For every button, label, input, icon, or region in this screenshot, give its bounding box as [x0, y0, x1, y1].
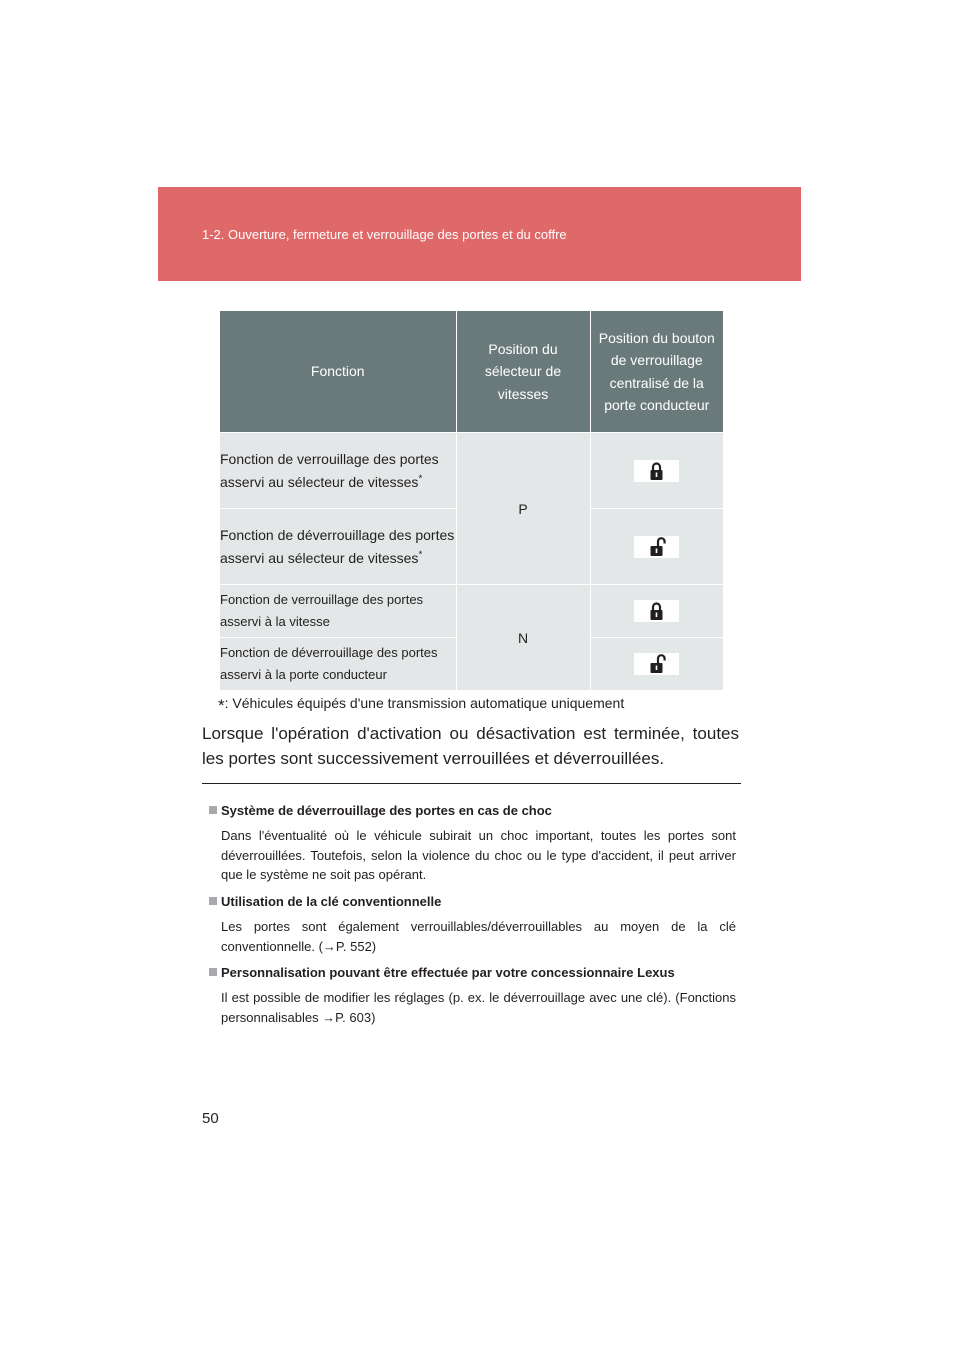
gear-position-cell: P [456, 433, 590, 585]
function-cell: Fonction de verrouillage des portes asservi à la vitesse [220, 585, 456, 638]
lock-closed-icon [634, 460, 679, 482]
page-number: 50 [202, 1110, 219, 1127]
note-title [209, 893, 736, 911]
note-title [209, 964, 736, 982]
note-body: Les portes sont également verrouillables/déverrouillables au moyen de la clé conventionnelle. (→P. 552) [221, 919, 736, 954]
lock-button-cell [590, 509, 723, 585]
function-label: Fonction de déverrouillage des portes asservi au sélecteur de vitesses [220, 526, 455, 566]
footnote-marker: * [218, 696, 225, 715]
note-title-text: Utilisation de la clé conventionnelle [221, 894, 442, 909]
square-bullet-icon [209, 897, 217, 905]
square-bullet-icon [209, 968, 217, 976]
footnote-text: : Véhicules équipés d'une transmission automatique uniquement [224, 695, 625, 711]
table-row [220, 433, 723, 509]
lock-button-cell [590, 433, 723, 509]
section-header-band [158, 187, 801, 281]
square-bullet-icon [209, 806, 217, 814]
gear-position-cell: N [456, 585, 590, 691]
lock-button-cell [590, 585, 723, 638]
function-label: Fonction de verrouillage des portes asservi au sélecteur de vitesses [220, 450, 439, 490]
column-header-lock-button-position: Position du bouton de verrouillage centralisé de la porte conducteur [590, 311, 723, 433]
note-title-text: Personnalisation pouvant être effectuée par votre concessionnaire Lexus [221, 965, 675, 980]
lock-closed-icon [634, 600, 679, 622]
divider [202, 783, 741, 784]
table-row [220, 585, 723, 638]
lock-button-cell [590, 638, 723, 691]
note-block [209, 802, 736, 885]
note-block [209, 893, 736, 956]
note-body: Il est possible de modifier les réglages (p. ex. le déverrouillage avec une clé). (Fonctions personnalisables →P. 603) [221, 990, 736, 1025]
lock-open-icon [634, 653, 679, 675]
table-footnote [218, 693, 624, 713]
footnote-marker: * [418, 472, 423, 484]
note-block [209, 964, 736, 1027]
function-cell [220, 433, 456, 509]
function-cell [220, 509, 456, 585]
column-header-function: Fonction [220, 311, 456, 433]
footnote-marker: * [418, 548, 423, 560]
lock-open-icon [634, 536, 679, 558]
function-table [220, 311, 723, 690]
note-title-text: Système de déverrouillage des portes en cas de choc [221, 803, 552, 818]
column-header-gear-position: Position du sélecteur de vitesses [456, 311, 590, 433]
function-cell: Fonction de déverrouillage des portes asservi à la porte conducteur [220, 638, 456, 691]
body-paragraph: Lorsque l'opération d'activation ou désactivation est terminée, toutes les portes sont successivement verrouillées et déverrouillées. [202, 724, 739, 768]
breadcrumb: 1-2. Ouverture, fermeture et verrouillage des portes et du coffre [202, 227, 567, 242]
note-title [209, 802, 736, 820]
note-body: Dans l'éventualité où le véhicule subirait un choc important, toutes les portes sont déverrouillées. Toutefois, selon la violence du choc ou le type d'accident, il peut arriver que le système ne soit pas opérant. [221, 828, 736, 882]
